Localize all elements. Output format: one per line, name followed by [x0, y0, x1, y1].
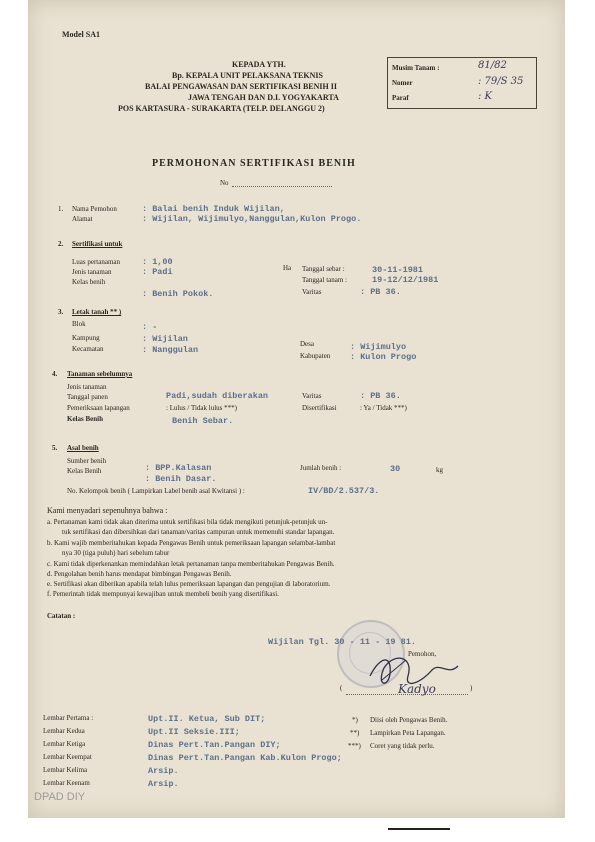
source-class-label: Kelas Benih [67, 467, 102, 475]
sowing-date-label: Tanggal sebar : [302, 265, 345, 273]
applicant-title: Pemohon, [408, 650, 437, 658]
footnote-2-mark: **) [350, 729, 360, 737]
village-value: : Wijilan [142, 334, 188, 344]
block-value: : - [142, 322, 158, 332]
previous-crop-value: Padi,sudah diberakan [166, 391, 269, 401]
previous-crop-label: Jenis tanaman [67, 383, 107, 391]
archive-watermark: DPAD DIY [34, 791, 86, 803]
hectare-unit: Ha [283, 264, 292, 272]
paraf-label: Paraf [392, 94, 409, 102]
block-label: Blok [72, 320, 86, 328]
area-value: : 1,00 [142, 257, 173, 267]
prev-seed-class-label: Kelas Benih [67, 415, 103, 423]
signature-line [346, 694, 468, 695]
distribution-value-4: Dinas Pert.Tan.Pangan Kab.Kulon Progo; [148, 753, 342, 763]
district-value: : Nanggulan [142, 345, 199, 355]
desa-value: : Wijimulyo [350, 342, 407, 352]
prev-variety-label: Varitas [302, 392, 322, 400]
addressee-line-5: POS KARTASURA - SURAKARTA (TELP. DELANGGU 2) [118, 104, 325, 113]
statement-intro: Kami menyadari sepenuhnya bahwa : [47, 506, 168, 515]
applicant-name-value: : Balai benih Induk Wijilan, [142, 204, 285, 214]
seed-class-value: : Benih Pokok. [142, 289, 214, 299]
field-inspection-label: Pemeriksaan lapangan [67, 404, 130, 412]
distribution-label-2: Lembar Kedua [43, 727, 85, 735]
distribution-label-5: Lembar Kelima [43, 766, 88, 774]
section-3-number: 3. [58, 308, 64, 316]
seed-class-label: Kelas benih [72, 278, 106, 286]
addressee-line-4: JAWA TENGAH DAN D.I. YOGYAKARTA [188, 93, 339, 102]
seed-group-value: IV/BD/2.537/3. [308, 486, 380, 496]
number-label: No [220, 179, 229, 187]
statement-a-line-2: tuk sertifikasi dan dibersihkan dari tanaman/varitas campuran untuk memenuhi standar lapangan. [62, 528, 335, 536]
addressee-line-2: Bp. KEPALA UNIT PELAKSANA TEKNIS [172, 71, 323, 80]
planting-date-label: Tanggal tanam : [302, 276, 347, 284]
sowing-date-value: 30-11-1981 [372, 265, 424, 275]
crop-type-label: Jenis tanaman [72, 268, 112, 276]
village-label: Kampung [72, 334, 100, 342]
footnote-3-text: Coret yang tidak perlu. [370, 742, 435, 750]
certified-value: : Ya / Tidak ***) [360, 404, 407, 412]
distribution-value-2: Upt.II Seksie.III; [148, 727, 240, 737]
nomer-label: Nomer [392, 79, 413, 87]
notes-label: Catatan : [47, 612, 76, 620]
seed-source-label: Sumber benih [67, 457, 107, 465]
addressee-line-1: KEPADA YTH. [232, 60, 286, 69]
form-model: Model SA1 [62, 30, 100, 39]
regency-label: Kabupaten [300, 352, 331, 360]
statement-e: e. Sertifikasi akan diberikan apabila telah lulus pemeriksaan lapangan dan pengujian di laboratorium. [47, 580, 331, 588]
footnote-1-text: Diisi oleh Pengawas Benih. [370, 716, 448, 724]
seed-amount-label: Jumlah benih : [300, 464, 342, 472]
crop-type-value: : Padi [142, 267, 173, 277]
statement-a-line-1: a. Pertanaman kami tidak akan diterima untuk sertifikasi bila tidak mengikuti petunjuk-petunjuk un- [47, 518, 328, 526]
distribution-value-3: Dinas Pert.Tan.Pangan DIY; [148, 740, 281, 750]
address-value: : Wijilan, Wijimulyo,Nanggulan,Kulon Progo. [142, 214, 362, 224]
signature-bracket-right: ) [470, 684, 473, 692]
distribution-value-1: Upt.II. Ketua, Sub DIT; [148, 714, 266, 724]
area-label: Luas pertanaman [72, 258, 121, 266]
statement-d: d. Pengolahan benih harus mendapat bimbingan Pengawas Benih. [47, 570, 232, 578]
section-2-number: 2. [58, 240, 64, 248]
musim-value: 81/82 [478, 60, 507, 71]
distribution-label-4: Lembar Keempat [43, 753, 92, 761]
section-4-title: Tanaman sebelumnya [67, 370, 133, 378]
distribution-label-3: Lembar Ketiga [43, 740, 86, 748]
seed-amount-value: 30 [390, 464, 401, 474]
seed-group-label: No. Kelompok benih ( Lampirkan Label benih asal Kwitansi ) : [67, 487, 245, 495]
statement-f: f. Pemerintah tidak mempunyai kewajiban untuk membeli benih yang disertifikasi. [47, 590, 279, 598]
section-2-title: Sertifikasi untuk [72, 240, 123, 248]
seed-amount-unit: kg [436, 466, 443, 474]
variety-value: : PB 36. [360, 287, 401, 297]
certified-label: Disertifikasi [302, 404, 337, 412]
footnote-2-text: Lampirkan Peta Lapangan. [370, 729, 446, 737]
footnote-3-mark: ***) [348, 742, 361, 750]
bottom-rule [388, 828, 450, 830]
field-inspection-value: : Lulus / Tidak lulus ***) [166, 404, 237, 412]
desa-label: Desa [300, 340, 314, 348]
nomer-value: : 79/S 35 [478, 76, 524, 87]
distribution-value-5: Arsip. [148, 766, 179, 776]
addressee-line-3: BALAI PENGAWASAN DAN SERTIFIKASI BENIH II [145, 82, 337, 91]
signature-name: Kadyo [398, 682, 436, 696]
regency-value: : Kulon Progo [350, 352, 417, 362]
distribution-value-6: Arsip. [148, 779, 179, 789]
harvest-date-label: Tanggal panen [67, 393, 108, 401]
place-date: Wijilan Tgl. 30 - 11 - 19 81. [268, 637, 416, 647]
planting-date-value: 19-12/12/1981 [372, 275, 439, 285]
prev-seed-class-value: Benih Sebar. [172, 416, 234, 426]
signature-bracket-left: ( [340, 684, 343, 692]
statement-b-line-1: b. Kami wajib memberitahukan kepada Pengawas Benih untuk pemeriksaan lapangan selambat-lambat [47, 539, 336, 547]
section-5-number: 5. [52, 444, 58, 452]
musim-label: Musim Tanam : [392, 64, 440, 72]
statement-c: c. Kami tidak diperkenankan memindahkan letak pertanaman tanpa memberitahukan Pengawas Benih. [47, 560, 335, 568]
section-5-title: Asal benih [67, 444, 99, 452]
prev-variety-value: : PB 36. [360, 391, 401, 401]
paraf-value: : K [478, 91, 493, 102]
section-3-title: Letak tanah ** ) [72, 308, 122, 316]
footnote-1-mark: *) [352, 716, 358, 724]
seed-source-value: : BPP.Kalasan [145, 463, 212, 473]
address-label: Alamat [72, 215, 93, 223]
distribution-label-6: Lembar Keenam [43, 779, 90, 787]
form-title: PERMOHONAN SERTIFIKASI BENIH [152, 158, 356, 169]
distribution-label-1: Lembar Pertama : [43, 714, 94, 722]
applicant-name-label: Nama Pemohon [72, 205, 117, 213]
variety-label: Varitas [302, 288, 322, 296]
district-label: Kecamatan [72, 345, 104, 353]
source-class-value: : Benih Dasar. [145, 474, 217, 484]
section-4-number: 4. [52, 370, 58, 378]
number-field-line [232, 186, 332, 187]
section-1-number: 1. [58, 205, 64, 213]
statement-b-line-2: nya 30 (tiga puluh) hari sebelum tabur [62, 549, 170, 557]
